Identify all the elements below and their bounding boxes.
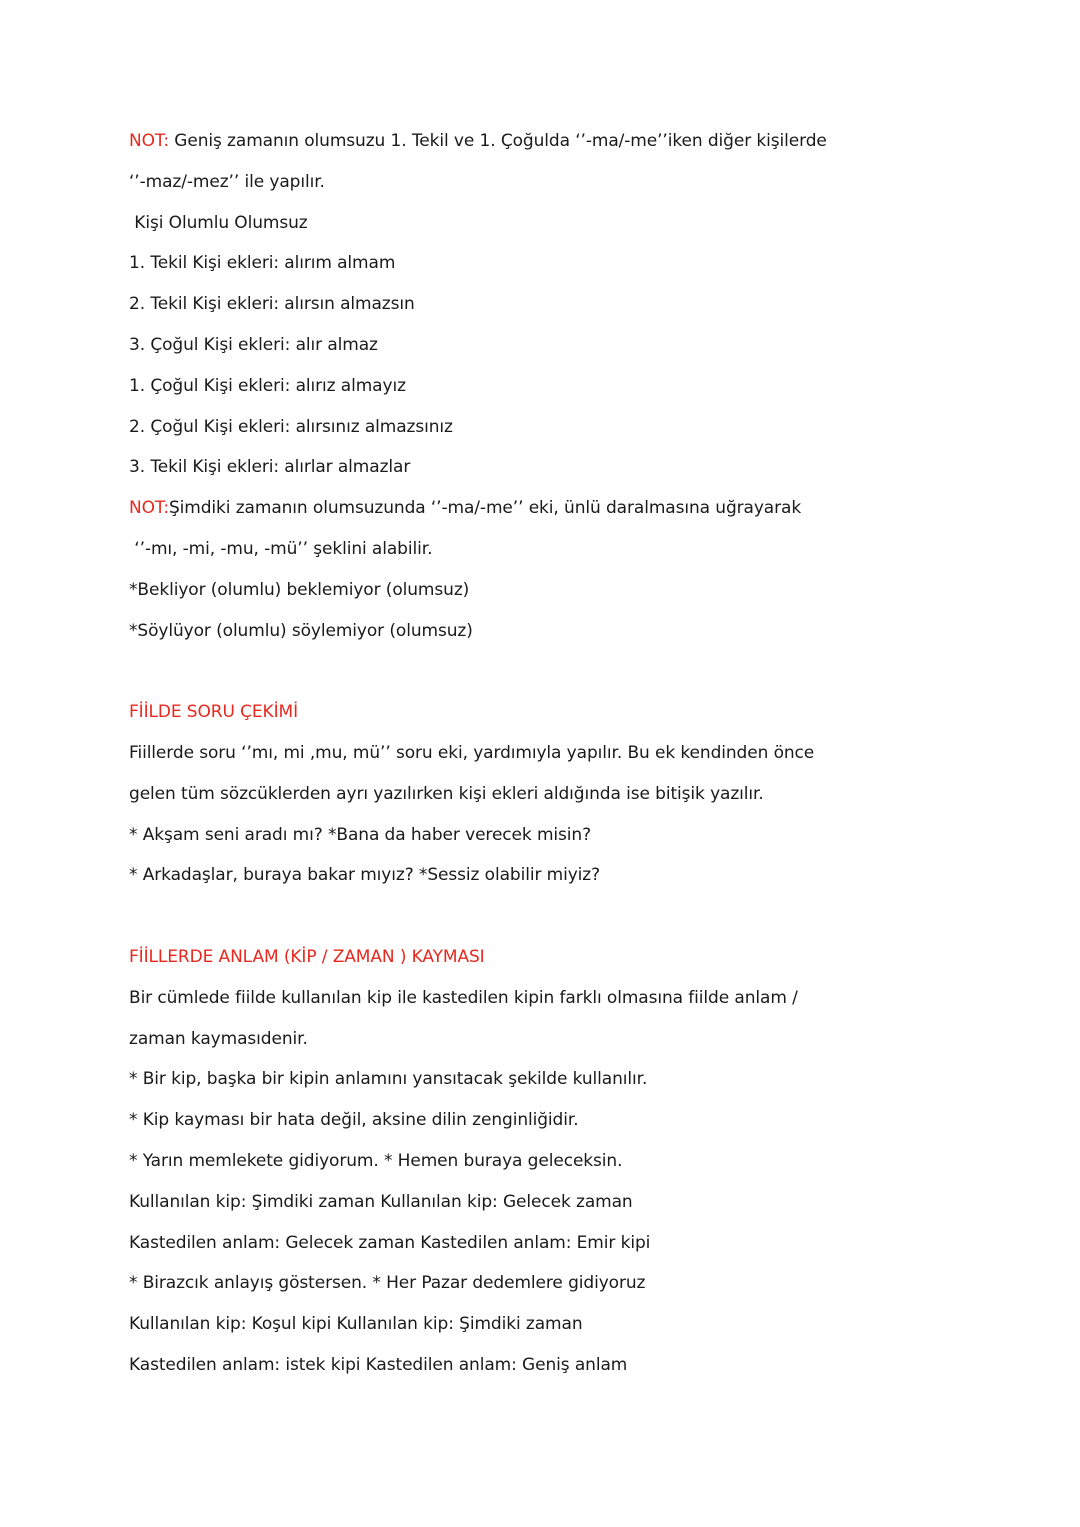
conjugation-row: 3. Çoğul Kişi ekleri: alır almaz bbox=[129, 334, 378, 355]
note-geniş-zaman bbox=[129, 121, 949, 162]
note-text: Geniş zamanın olumsuzu 1. Tekil ve 1. Çoğulda ‘’-ma/-me’’iken diğer kişilerde bbox=[168, 131, 827, 151]
body-line: Kastedilen anlam: Gelecek zaman Kastedilen anlam: Emir kipi bbox=[129, 1232, 651, 1253]
body-line: Fiillerde soru ‘’mı, mi ,mu, mü’’ soru eki, yardımıyla yapılır. Bu ek kendinden önce bbox=[129, 742, 815, 763]
body-line: Kullanılan kip: Şimdiki zaman Kullanılan kip: Gelecek zaman bbox=[129, 1191, 633, 1212]
table-header: Kişi Olumlu Olumsuz bbox=[129, 212, 308, 233]
example-line: * Arkadaşlar, buraya bakar mıyız? *Sessiz olabilir miyiz? bbox=[129, 865, 601, 886]
conjugation-row: 2. Çoğul Kişi ekleri: alırsınız almazsınız bbox=[129, 416, 453, 437]
note2-label: NOT: bbox=[129, 498, 169, 519]
body-line: zaman kaymasıdenir. bbox=[129, 1028, 308, 1049]
note-label: NOT: bbox=[129, 131, 169, 151]
section-heading-soru: FİİLDE SORU ÇEKİMİ bbox=[129, 702, 298, 723]
body-line: Bir cümlede fiilde kullanılan kip ile kastedilen kipin farklı olmasına fiilde anlam / bbox=[129, 987, 798, 1008]
document-page bbox=[129, 121, 949, 1386]
section-heading-kayma: FİİLLERDE ANLAM (KİP / ZAMAN ) KAYMASI bbox=[129, 946, 485, 967]
spacer bbox=[129, 651, 949, 692]
note-continuation: ‘’-maz/-mez’’ ile yapılır. bbox=[129, 171, 325, 192]
body-line: Kullanılan kip: Koşul kipi Kullanılan kip: Şimdiki zaman bbox=[129, 1314, 583, 1335]
example-line: *Söylüyor (olumlu) söylemiyor (olumsuz) bbox=[129, 620, 473, 641]
conjugation-row: 3. Tekil Kişi ekleri: alırlar almazlar bbox=[129, 457, 411, 478]
body-line: * Kip kayması bir hata değil, aksine dilin zenginliğidir. bbox=[129, 1110, 579, 1131]
example-line: * Akşam seni aradı mı? *Bana da haber verecek misin? bbox=[129, 824, 592, 845]
example-line: *Bekliyor (olumlu) beklemiyor (olumsuz) bbox=[129, 579, 470, 600]
note-şimdiki-zaman bbox=[129, 488, 949, 529]
note2-continuation: ‘’-mı, -mi, -mu, -mü’’ şeklini alabilir. bbox=[129, 538, 433, 559]
conjugation-row: 1. Çoğul Kişi ekleri: alırız almayız bbox=[129, 375, 406, 396]
body-line: gelen tüm sözcüklerden ayrı yazılırken kişi ekleri aldığında ise bitişik yazılır. bbox=[129, 783, 764, 804]
conjugation-row: 1. Tekil Kişi ekleri: alırım almam bbox=[129, 253, 396, 274]
body-line: * Bir kip, başka bir kipin anlamını yansıtacak şekilde kullanılır. bbox=[129, 1069, 648, 1090]
body-line: Kastedilen anlam: istek kipi Kastedilen anlam: Geniş anlam bbox=[129, 1354, 628, 1375]
body-line: * Yarın memlekete gidiyorum. * Hemen buraya geleceksin. bbox=[129, 1150, 623, 1171]
note2-text: Şimdiki zamanın olumsuzunda ‘’-ma/-me’’ eki, ünlü daralmasına uğrayarak bbox=[168, 498, 802, 519]
conjugation-row: 2. Tekil Kişi ekleri: alırsın almazsın bbox=[129, 294, 415, 315]
body-line: * Birazcık anlayış göstersen. * Her Pazar dedemlere gidiyoruz bbox=[129, 1273, 646, 1294]
spacer bbox=[129, 896, 949, 937]
